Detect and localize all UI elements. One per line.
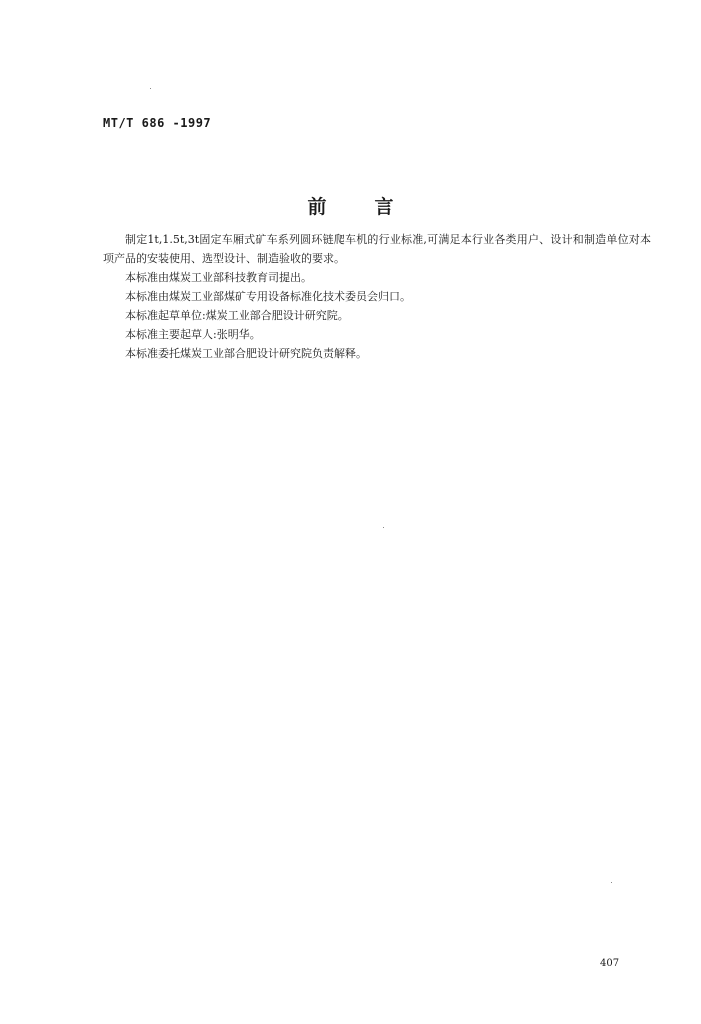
scan-speck	[383, 527, 384, 528]
foreword-paragraph: 本标准由煤炭工业部煤矿专用设备标准化技术委员会归口。	[125, 290, 411, 303]
foreword-body	[103, 230, 651, 363]
page-number: 407	[600, 958, 620, 969]
foreword-paragraph: 本标准委托煤炭工业部合肥设计研究院负责解释。	[125, 347, 367, 360]
foreword-paragraph: 制定1t,1.5t,3t固定车厢式矿车系列圆环链爬车机的行业标准,可满足本行业各类用户、设计和制造单位对本项产品的安装使用、选型设计、制造验收的要求。	[103, 233, 651, 265]
foreword-paragraph: 本标准由煤炭工业部科技教育司提出。	[125, 271, 312, 284]
scan-speck	[611, 882, 612, 883]
foreword-paragraph: 本标准主要起草人:张明华。	[125, 328, 261, 341]
scan-speck	[150, 88, 151, 89]
section-title: 前言	[307, 196, 442, 218]
standard-code-header: MT/T 686 -1997	[103, 116, 212, 130]
foreword-paragraph: 本标准起草单位:煤炭工业部合肥设计研究院。	[125, 309, 349, 322]
